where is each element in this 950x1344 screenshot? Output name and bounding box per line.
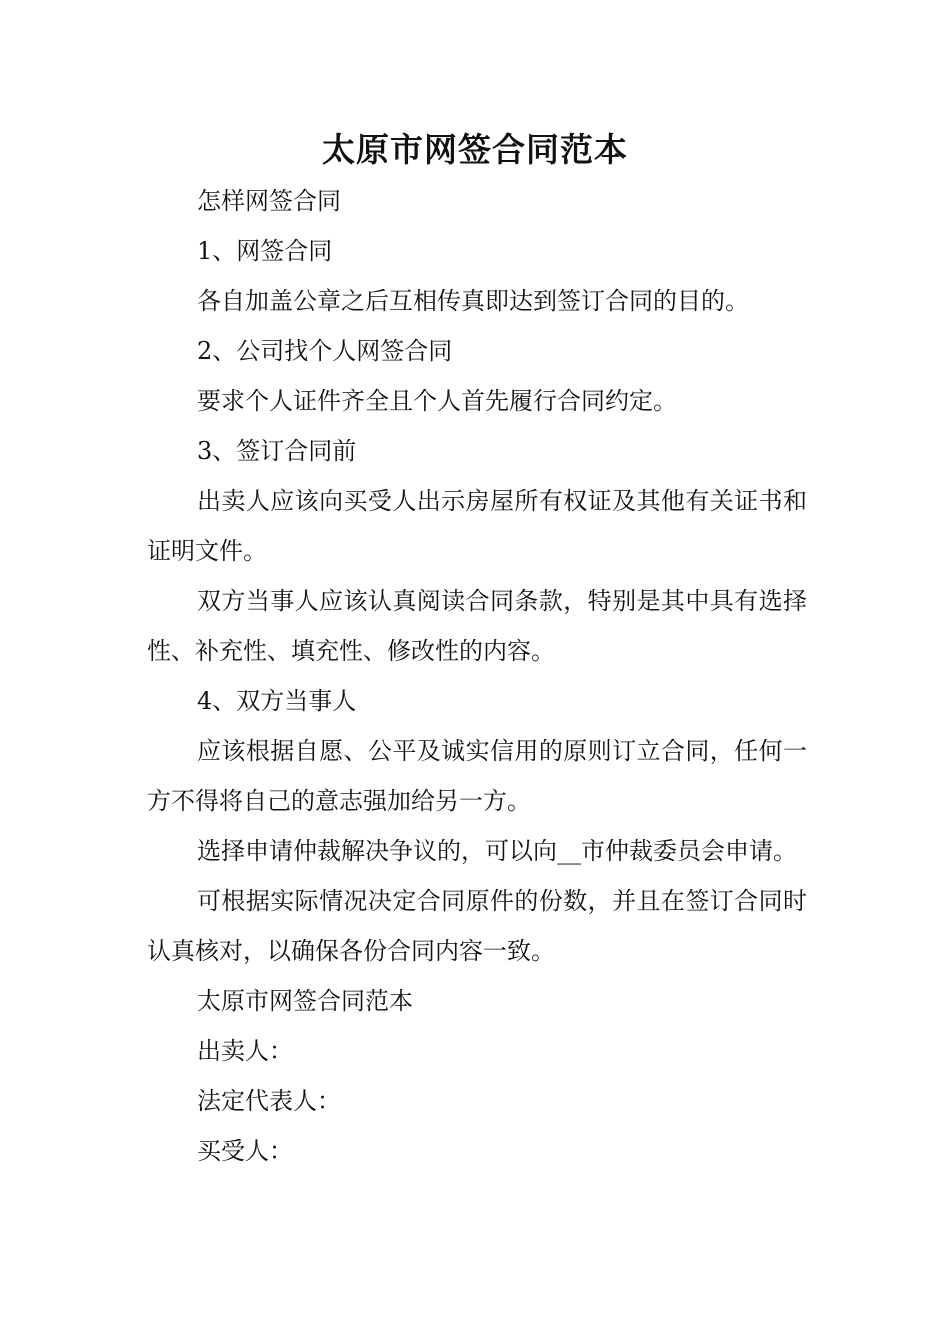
paragraph: 双方当事人应该认真阅读合同条款，特别是其中具有选择性、补充性、填充性、修改性的内容。 [147, 587, 807, 665]
paragraph: 出卖人应该向买受人出示房屋所有权证及其他有关证书和证明文件。 [147, 487, 807, 565]
section-heading-1: 1、网签合同 [197, 237, 333, 265]
section-heading-2: 2、公司找个人网签合同 [197, 337, 453, 365]
document-body [147, 176, 807, 1176]
paragraph: 应该根据自愿、公平及诚实信用的原则订立合同，任何一方不得将自己的意志强加给另一方。 [147, 737, 807, 815]
paragraph: 选择申请仲裁解决争议的，可以向__市仲裁委员会申请。 [197, 837, 797, 865]
paragraph-how-to-sign-online: 怎样网签合同 [197, 187, 341, 215]
section-heading-3: 3、签订合同前 [197, 437, 357, 465]
buyer-field-label: 买受人： [197, 1137, 293, 1165]
contract-template-heading: 太原市网签合同范本 [197, 987, 413, 1015]
seller-field-label: 出卖人： [197, 1037, 293, 1065]
legal-representative-field-label: 法定代表人： [197, 1087, 341, 1115]
section-heading-4: 4、双方当事人 [197, 687, 357, 715]
document-title: 太原市网签合同范本 [322, 130, 628, 169]
paragraph: 各自加盖公章之后互相传真即达到签订合同的目的。 [197, 287, 749, 315]
paragraph: 可根据实际情况决定合同原件的份数，并且在签订合同时认真核对，以确保各份合同内容一致。 [147, 887, 807, 965]
paragraph: 要求个人证件齐全且个人首先履行合同约定。 [197, 387, 677, 415]
